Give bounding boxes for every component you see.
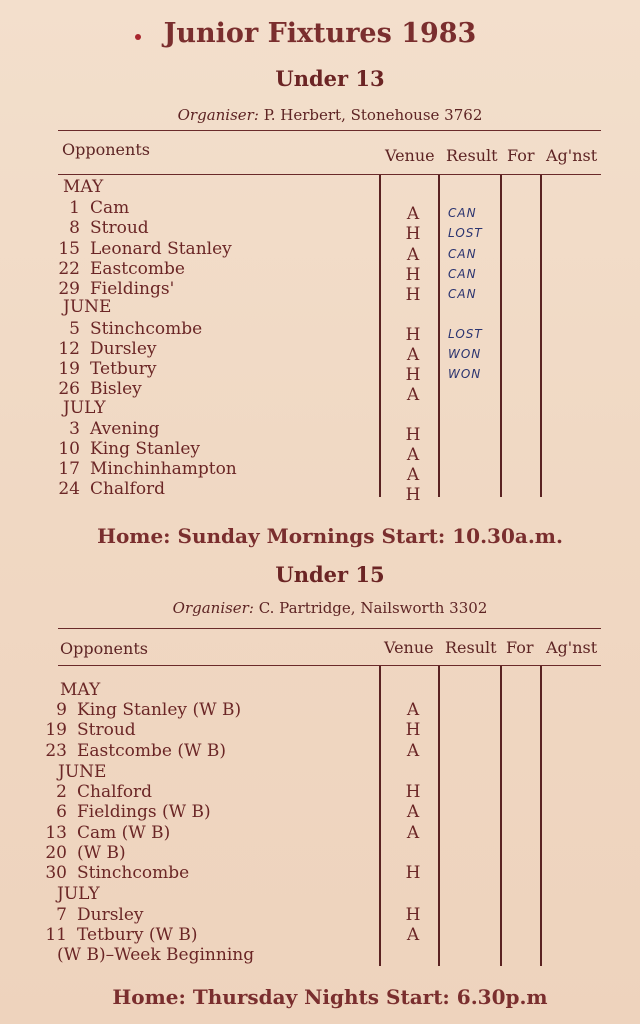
fixture-result-handwritten: WON [448, 367, 482, 381]
fixture-opponent: Avening [90, 419, 160, 439]
fixture-date: 6 [56, 802, 67, 822]
fixture-row [37, 843, 126, 863]
u13-divider-4 [540, 175, 542, 497]
fixture-date: 30 [45, 863, 67, 883]
fixture-opponent: Tetbury [90, 359, 157, 379]
u15-col-opponents: Opponents [60, 639, 148, 658]
u15-month-june: JUNE [58, 762, 107, 782]
fixture-opponent: Cam (W B) [77, 823, 171, 843]
u15-month-may: MAY [60, 680, 101, 700]
u13-col-venue: Venue [385, 146, 435, 165]
fixture-result-handwritten: CAN [448, 206, 477, 220]
u15-heading: Under 15 [275, 562, 385, 587]
fixture-opponent: Chalford [77, 782, 153, 802]
fixture-opponent: Bisley [90, 379, 142, 399]
fixture-row [50, 459, 237, 479]
fixture-date: 15 [58, 239, 80, 259]
fixture-row [50, 259, 185, 279]
fixture-date: 12 [58, 339, 80, 359]
fixture-date: 2 [56, 782, 67, 802]
fixture-date: 8 [69, 218, 80, 238]
u15-col-for: For [506, 638, 534, 657]
u15-col-result: Result [445, 638, 497, 657]
u13-divider-3 [500, 175, 502, 497]
fixture-opponent: (W B) [77, 843, 126, 863]
u13-top-rule [58, 130, 601, 131]
u15-col-venue: Venue [384, 638, 434, 657]
fixture-opponent: Stinchcombe [77, 863, 190, 883]
u13-month-may: MAY [63, 177, 104, 197]
fixture-row [50, 218, 149, 238]
u13-month-june: JUNE [63, 297, 112, 317]
u15-col-against: Ag'nst [546, 638, 598, 657]
fixture-result-handwritten: CAN [448, 267, 477, 281]
fixture-opponent: King Stanley (W B) [77, 700, 242, 720]
u13-heading: Under 13 [275, 66, 385, 91]
fixture-venue: H [405, 325, 421, 345]
fixture-opponent: Fieldings' [90, 279, 175, 299]
u15-header-rule [58, 665, 601, 666]
fixture-row [50, 239, 232, 259]
fixture-venue: A [406, 445, 420, 465]
fixture-date: 10 [58, 439, 80, 459]
fixture-result-handwritten: LOST [448, 327, 483, 341]
fixture-venue: H [405, 485, 421, 505]
fixture-date: 19 [58, 359, 80, 379]
fixture-opponent: Eastcombe (W B) [77, 741, 226, 761]
fixture-row [50, 439, 200, 459]
fixture-date: 20 [45, 843, 67, 863]
fixture-row [37, 700, 241, 720]
fixture-row [37, 802, 211, 822]
fixture-row [50, 279, 174, 299]
u13-col-opponents: Opponents [62, 140, 150, 159]
fixture-row [50, 419, 159, 439]
fixture-row [37, 720, 136, 740]
fixture-venue: H [405, 365, 421, 385]
fixture-result-handwritten: LOST [448, 226, 483, 240]
fixture-venue: A [406, 345, 420, 365]
u15-footer: Home: Thursday Nights Start: 6.30p.m [112, 985, 548, 1009]
fixture-result-handwritten: WON [448, 347, 482, 361]
fixture-venue: A [406, 802, 420, 822]
fixture-venue: H [405, 863, 421, 883]
fixture-row [50, 359, 156, 379]
u13-divider-2 [438, 175, 440, 497]
fixture-opponent: Leonard Stanley [90, 239, 232, 259]
fixture-opponent: Tetbury (W B) [77, 925, 198, 945]
fixture-date: 3 [69, 419, 80, 439]
fixture-row [37, 925, 198, 945]
u15-divider-2 [438, 666, 440, 966]
fixture-venue: A [406, 741, 420, 761]
fixture-date: 19 [45, 720, 67, 740]
fixture-row [50, 479, 165, 499]
fixture-venue: H [405, 905, 421, 925]
fixture-row [37, 905, 144, 925]
fixture-date: 29 [58, 279, 80, 299]
u15-month-july: JULY [57, 884, 100, 904]
fixture-venue: H [405, 265, 421, 285]
fixture-venue: H [405, 224, 421, 244]
fixture-opponent: Stroud [77, 720, 136, 740]
u15-divider-3 [500, 666, 502, 966]
fixture-row [37, 741, 226, 761]
u13-header-rule [58, 174, 601, 175]
u13-organiser [0, 106, 640, 124]
fixture-date: 26 [58, 379, 80, 399]
u13-organiser-label: Organiser: [177, 106, 259, 124]
u15-organiser [0, 599, 640, 617]
fixture-opponent: Stinchcombe [90, 319, 203, 339]
fixture-venue: A [406, 465, 420, 485]
u13-organiser-value: P. Herbert, Stonehouse 3762 [263, 106, 483, 124]
fixture-venue: H [405, 782, 421, 802]
fixture-opponent: Minchinhampton [90, 459, 237, 479]
u13-month-july: JULY [63, 398, 106, 418]
fixture-opponent: Dursley [77, 905, 144, 925]
fixture-row [50, 198, 129, 218]
u13-footer: Home: Sunday Mornings Start: 10.30a.m. [97, 524, 563, 548]
fixture-date: 24 [58, 479, 80, 499]
u13-col-against: Ag'nst [546, 146, 598, 165]
fixture-row [37, 863, 189, 883]
u15-week-beginning-note: (W B)–Week Beginning [57, 945, 255, 965]
fixture-row [37, 823, 170, 843]
fixture-row [50, 339, 157, 359]
page-title: Junior Fixtures 1983 [163, 18, 477, 49]
fixture-date: 5 [69, 319, 80, 339]
fixture-venue: H [405, 425, 421, 445]
fixture-date: 13 [45, 823, 67, 843]
u15-divider-4 [540, 666, 542, 966]
fixture-venue: A [406, 245, 420, 265]
u13-divider-1 [379, 175, 381, 497]
u13-col-for: For [507, 146, 535, 165]
fixture-opponent: Chalford [90, 479, 166, 499]
fixture-result-handwritten: CAN [448, 247, 477, 261]
fixture-date: 11 [45, 925, 67, 945]
fixture-date: 17 [58, 459, 80, 479]
fixture-opponent: Stroud [90, 218, 149, 238]
fixture-venue: A [406, 700, 420, 720]
fixture-venue: H [405, 720, 421, 740]
fixture-result-handwritten: CAN [448, 287, 477, 301]
fixture-row [50, 379, 142, 399]
fixture-opponent: Dursley [90, 339, 157, 359]
fixture-date: 23 [45, 741, 67, 761]
fixture-opponent: Cam [90, 198, 130, 218]
fixture-venue: A [406, 385, 420, 405]
fixture-venue: A [406, 204, 420, 224]
fixture-date: 22 [58, 259, 80, 279]
fixture-opponent: Fieldings (W B) [77, 802, 211, 822]
u15-divider-1 [379, 666, 381, 966]
fixture-opponent: Eastcombe [90, 259, 185, 279]
fixture-venue: A [406, 925, 420, 945]
fixture-venue: H [405, 285, 421, 305]
fixture-venue: A [406, 823, 420, 843]
fixture-row [50, 319, 202, 339]
fixture-date: 7 [56, 905, 67, 925]
u15-organiser-value: C. Partridge, Nailsworth 3302 [258, 599, 488, 617]
fixture-opponent: King Stanley [90, 439, 201, 459]
u15-organiser-label: Organiser: [172, 599, 254, 617]
fixture-date: 1 [69, 198, 80, 218]
fixture-row [37, 782, 152, 802]
fixture-date: 9 [56, 700, 67, 720]
u15-top-rule [58, 628, 601, 629]
u13-col-result: Result [446, 146, 498, 165]
